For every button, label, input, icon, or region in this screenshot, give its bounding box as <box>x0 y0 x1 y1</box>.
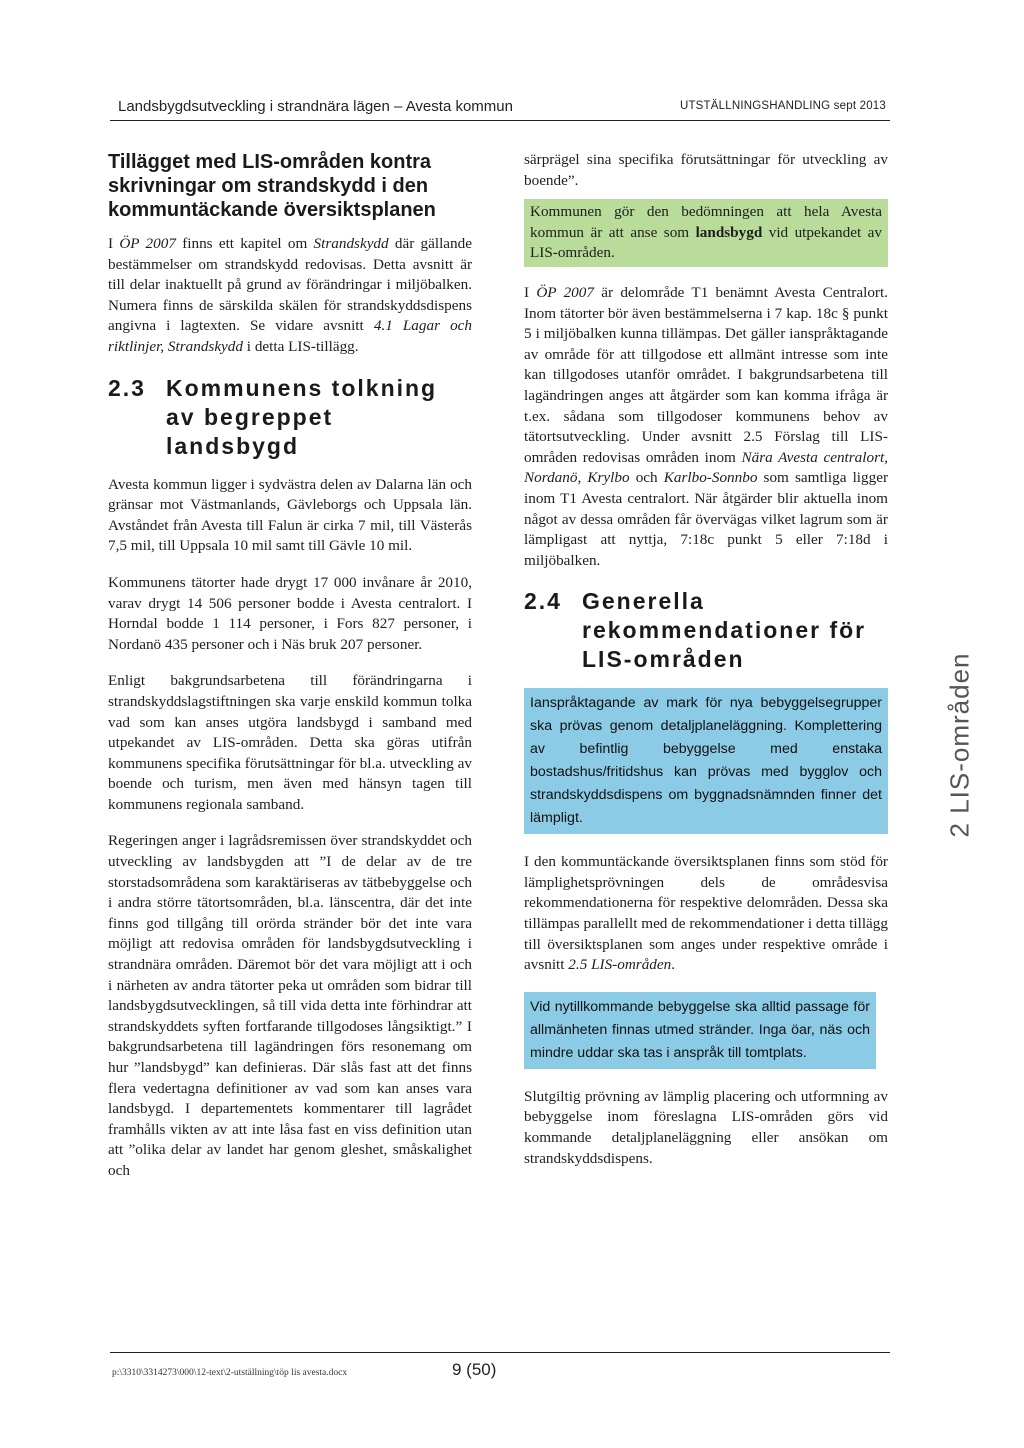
highlight-recommendation-1: Ianspråktagande av mark för nya bebyggelsegrupper ska prövas genom detaljplaneläggning. Komplettering av befintlig bebyggelse med enstaka bostadshus/fritidshus kan prövas med bygglov och strandskyddsdispens om byggnadsnämnden finner det lämpligt. <box>524 688 888 834</box>
highlight-recommendation-2: Vid nytillkommande bebyggelse ska alltid passage för allmänheten finnas utmed stränder. Inga öar, näs och mindre uddar ska tas i anspråk till tomtplats. <box>524 992 876 1069</box>
paragraph-interpretation: Enligt bakgrundsarbetena till förändringarna i strandskyddslagstiftningen ska varje enskild kommun tolka vad som kan anses utgöra landsbygd i samband med utpekandet av LIS-områden. Detta ska göras utifrån kommunens specifika förutsättningar för bl.a. utveckling av boende och turism, men även med hänsyn tagen till kommunens regionala samband. <box>108 672 472 813</box>
document-title: Landsbygdsutveckling i strandnära lägen – Avesta kommun <box>118 98 513 115</box>
paragraph-op-t1: I ÖP 2007 är delområde T1 benämnt Avesta Centralort. Inom tätorter bör även bestämmelserna i 7 kap. 18c § punkt 5 i miljöbalken kunna tillämpas. Det gäller ianspråktagande av område för att tillgodose ett allmänt intresse som inte kan tillgodoses utanför området. I bakgrundsarbetena till lagändringen anges att åtgärder som kan komma ifråga är t.ex. sådana som tillgodoser kommunens behov av tätortsutveckling. Under avsnitt 2.5 Förslag till LIS-områden redovisas områden inom Nära Avesta centralort, Nordanö, Krylbo och Karlbo-Sonnbo som samtliga ligger inom T1 Avesta centralort. När åtgärder blir aktuella inom något av dessa områden får övervägas vilket lagrum som är lämpligast att nyttja, 7:18c punkt 5 eller 7:18d i miljöbalken. <box>524 283 889 569</box>
file-path: p:\3310\3314273\000\12-text\2-utställning\töp lis avesta.docx <box>112 1368 348 1378</box>
footer-rule <box>110 1352 890 1353</box>
strandskydd-label: Strandskydd <box>313 235 389 252</box>
page-header <box>110 96 890 121</box>
highlight-landsbygd: Kommunen gör den bedömningen att hela Avesta kommun är att anse som landsbygd vid utpekandet av LIS-områden. <box>524 199 888 267</box>
document-status: UTSTÄLLNINGSHANDLING sept 2013 <box>679 100 886 112</box>
section-reference: 2.5 LIS-områden <box>568 956 672 974</box>
heading-2-4 <box>524 587 888 674</box>
heading-text: Generella rekommendationer för LIS-områden <box>582 588 867 673</box>
intro-paragraph: I ÖP 2007 finns ett kapitel om Strandskydd där gällande bestämmelser om strandskydd redovisas. Detta avsnitt är till delar inaktuellt på grund av förändringar i miljöbalken. Numera finns de särskilda skälen för strandskyddsdispens angivna i lagtexten. Se vidare avsnitt 4.1 Lagar och riktlinjer, Strandskydd i detta LIS-tillägg. <box>108 235 473 355</box>
left-column <box>108 150 472 1198</box>
paragraph-government: Regeringen anger i lagrådsremissen över strandskyddet och utveckling av landsbygden att ”I de delar av de tre storstadsområdena som karaktäriseras av tätbebyggelse och i andra större tätortsområden, bl.a. länscentra, där det inte finns god tillgång till orörda stränder bör det inte vara möjligt att redovisa områden för landsbygdsutveckling i strandnära områden. Däremot bör det vara möjligt att i och i närheten av andra tätorter peka ut områden som bidrar till landsbygdsutvecklingen, så till vida detta inte förhindrar att strandskyddets syften fortfarande tillgodoses långsiktigt.” I bakgrundsarbetena till lagändringen förs resonemang om hur ”landsbygd” kan definieras. Där slås fast att det finns flera vedertagna definitioner av vad som kan anses vara landsbygd. I departementets kommentarer till lagrådet framhålls vikten av att inte låsa fast en viss definition utan att ”olika delar av landet har genom gleshet, småskalighet och <box>108 832 472 1179</box>
heading-number: 2.3 <box>108 374 146 401</box>
op-label: ÖP 2007 <box>536 283 594 301</box>
place-name-last: Karlbo-Sonnbo <box>663 469 758 487</box>
chapter-label: 2 LIS-områden <box>944 652 975 838</box>
place-names: Nära Avesta centralort, Nordanö, Krylbo <box>524 448 889 487</box>
right-column <box>524 150 888 1185</box>
op-label: ÖP 2007 <box>119 235 176 252</box>
paragraph-population: Kommunens tätorter hade drygt 17 000 invånare år 2010, varav drygt 14 506 personer bodde i Avesta centralort. I Horndal bodde 1 114 personer, i Fors 827 personer, i Nordanö 435 personer och i Näs bruk 207 personer. <box>108 573 472 653</box>
section-title: Tillägget med LIS-områden kontra skrivningar om strandskydd i den kommuntäckande översiktsplanen <box>108 151 436 221</box>
page-number: 9 (50) <box>452 1360 497 1379</box>
final-paragraph: Slutgiltig prövning av lämplig placering och utformning av bebyggelse inom föreslagna LIS-områden görs vid kommande detaljplaneläggning eller ansökan om strandskyddsdispens. <box>524 1087 888 1167</box>
landsbygd-bold: landsbygd <box>695 223 763 241</box>
heading-number: 2.4 <box>524 588 562 615</box>
continuation-paragraph: särprägel sina specifika förutsättningar för utveckling av boende”. <box>524 151 888 189</box>
section-reference: 4.1 Lagar och riktlinjer, Strandskydd <box>108 317 473 355</box>
paragraph-location: Avesta kommun ligger i sydvästra delen av Dalarna län och gränsar mot Västmanlands, Gävleborgs och Uppsala län. Avståndet från Avesta till Falun är cirka 7 mil, till Västerås 7,5 mil, till Uppsala 10 mil samt till Gävle 10 mil. <box>108 475 472 555</box>
chapter-side-tab <box>940 652 980 838</box>
paragraph-reference: I den kommuntäckande översiktsplanen finns som stöd för lämplighetsprövningen dels de områdesvisa rekommendationerna för respektive delområden. Dessa ska tillämpas parallellt med de rekommendationer i detta tillägg till översiktsplanen som anges under respektive område i avsnitt 2.5 LIS-områden. <box>524 853 888 974</box>
heading-2-3 <box>108 374 472 461</box>
heading-text: Kommunens tolkning av begreppet landsbygd <box>166 374 438 459</box>
